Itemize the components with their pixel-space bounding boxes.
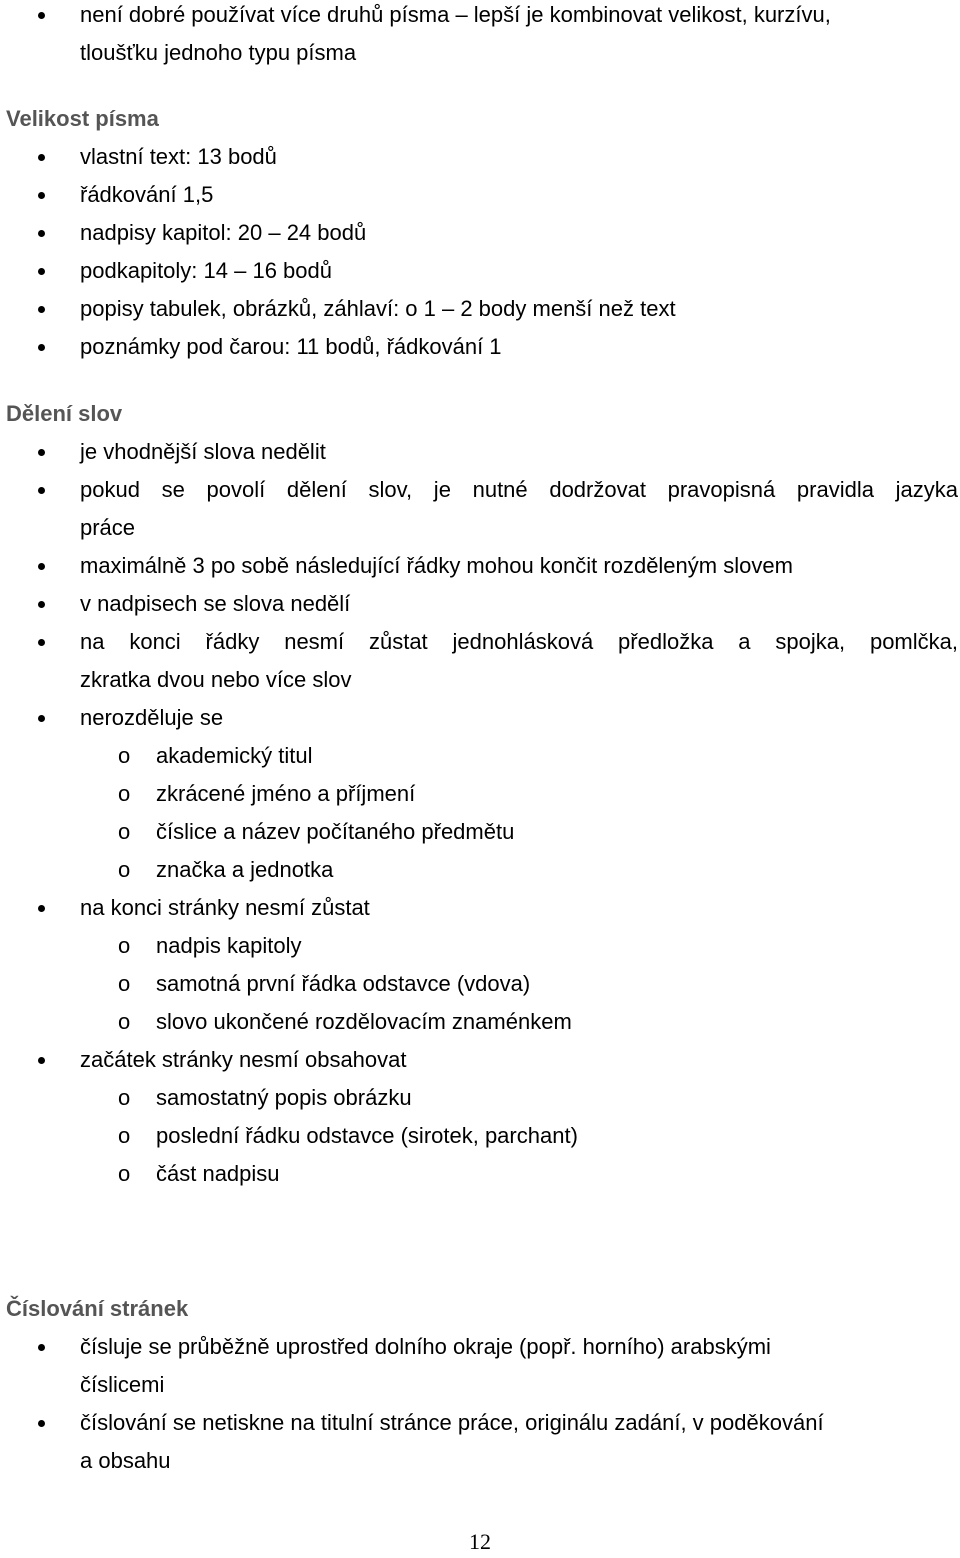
- sub-list-item: o akademický titul: [0, 737, 960, 775]
- list-item: podkapitoly: 14 – 16 bodů: [0, 252, 960, 290]
- list-item: na konci řádky nesmí zůstat jednohlásková předložka a spojka, pomlčka,: [0, 623, 960, 661]
- list-item: na konci stránky nesmí zůstat: [0, 889, 960, 927]
- bullet-icon: [38, 1057, 45, 1064]
- list-item-continuation: zkratka dvou nebo více slov: [80, 667, 352, 692]
- circle-bullet-icon: o: [118, 857, 131, 882]
- list-item: je vhodnější slova nedělit: [0, 433, 960, 471]
- sub-list-item: o značka a jednotka: [0, 851, 960, 889]
- list-item: vlastní text: 13 bodů: [0, 138, 960, 176]
- bullet-icon: [38, 12, 45, 19]
- list-item: nadpisy kapitol: 20 – 24 bodů: [0, 214, 960, 252]
- list-item: popisy tabulek, obrázků, záhlaví: o 1 – 2 body menší než text: [0, 290, 960, 328]
- list-item: pokud se povolí dělení slov, je nutné dodržovat pravopisná pravidla jazyka: [0, 471, 960, 509]
- bullet-icon: [38, 306, 45, 313]
- list-item: číslování se netiskne na titulní stránce práce, originálu zadání, v poděkování: [0, 1404, 960, 1442]
- circle-bullet-icon: o: [118, 971, 131, 996]
- circle-bullet-icon: o: [118, 743, 131, 768]
- circle-bullet-icon: o: [118, 933, 131, 958]
- list-item: poznámky pod čarou: 11 bodů, řádkování 1: [0, 328, 960, 366]
- sub-list-item: o nadpis kapitoly: [0, 927, 960, 965]
- sub-list-item: o samotná první řádka odstavce (vdova): [0, 965, 960, 1003]
- bullet-icon: [38, 639, 45, 646]
- bullet-icon: [38, 344, 45, 351]
- list-item: čísluje se průběžně uprostřed dolního okraje (popř. horního) arabskými: [0, 1328, 960, 1366]
- section-heading-font-size: Velikost písma: [6, 106, 159, 131]
- list-item: řádkování 1,5: [0, 176, 960, 214]
- sub-list-item: o samostatný popis obrázku: [0, 1079, 960, 1117]
- list-item-continuation: číslicemi: [80, 1372, 165, 1397]
- sub-list-item: o číslice a název počítaného předmětu: [0, 813, 960, 851]
- list-item: začátek stránky nesmí obsahovat: [0, 1041, 960, 1079]
- sub-list-item: o slovo ukončené rozdělovacím znaménkem: [0, 1003, 960, 1041]
- list-item: v nadpisech se slova nedělí: [0, 585, 960, 623]
- sub-list-item: o zkrácené jméno a příjmení: [0, 775, 960, 813]
- bullet-icon: [38, 449, 45, 456]
- list-item: maximálně 3 po sobě následující řádky mohou končit rozděleným slovem: [0, 547, 960, 585]
- bullet-icon: [38, 154, 45, 161]
- section-heading-page-numbering: Číslování stránek: [6, 1296, 189, 1321]
- bullet-icon: [38, 1344, 45, 1351]
- circle-bullet-icon: o: [118, 1123, 131, 1148]
- circle-bullet-icon: o: [118, 1085, 131, 1110]
- bullet-icon: [38, 715, 45, 722]
- circle-bullet-icon: o: [118, 781, 131, 806]
- circle-bullet-icon: o: [118, 1161, 131, 1186]
- list-item-continuation: tloušťku jednoho typu písma: [80, 40, 357, 65]
- bullet-icon: [38, 1420, 45, 1427]
- list-item-continuation: a obsahu: [80, 1448, 171, 1473]
- sub-list-item: o část nadpisu: [0, 1155, 960, 1193]
- list-item: není dobré používat více druhů písma – lepší je kombinovat velikost, kurzívu,: [0, 0, 960, 34]
- bullet-icon: [38, 230, 45, 237]
- bullet-icon: [38, 601, 45, 608]
- sub-list-item: o poslední řádku odstavce (sirotek, parchant): [0, 1117, 960, 1155]
- page-number: 12: [469, 1529, 491, 1554]
- bullet-icon: [38, 563, 45, 570]
- section-heading-hyphenation: Dělení slov: [6, 401, 123, 426]
- circle-bullet-icon: o: [118, 1009, 131, 1034]
- list-item: nerozděluje se: [0, 699, 960, 737]
- bullet-icon: [38, 192, 45, 199]
- bullet-icon: [38, 487, 45, 494]
- circle-bullet-icon: o: [118, 819, 131, 844]
- bullet-icon: [38, 268, 45, 275]
- bullet-icon: [38, 905, 45, 912]
- list-item-continuation: práce: [80, 515, 136, 540]
